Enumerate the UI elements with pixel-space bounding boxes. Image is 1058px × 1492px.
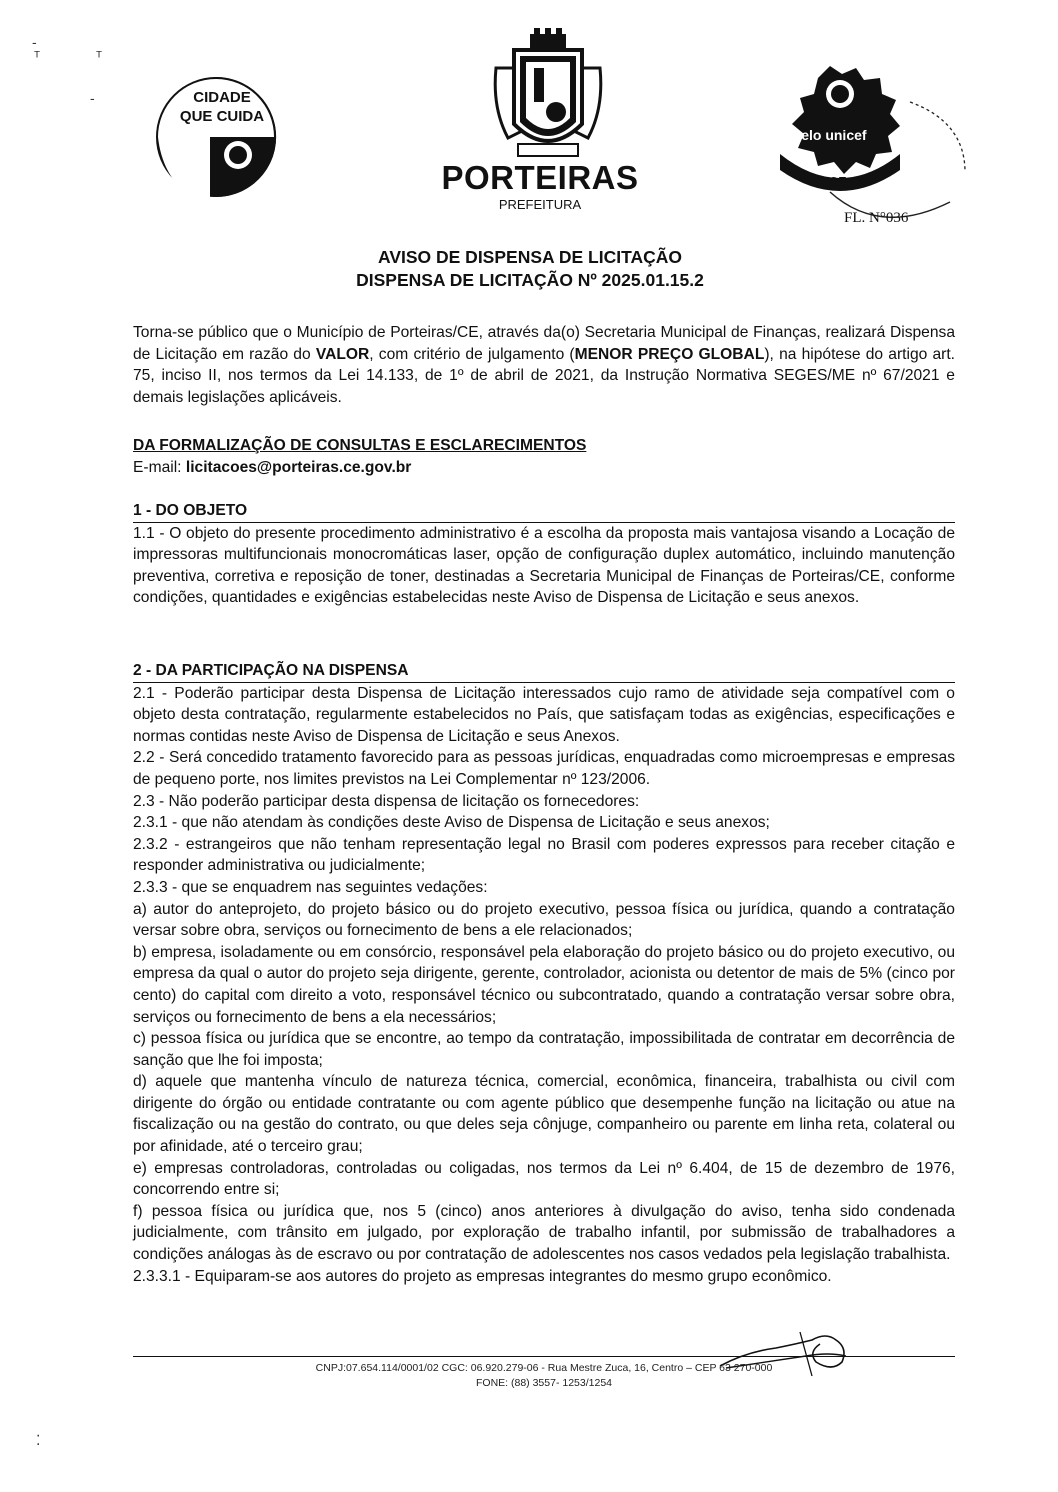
brand <box>440 160 640 213</box>
scan-mark: - <box>90 90 95 106</box>
objeto-heading: 1 - DO OBJETO <box>133 502 248 519</box>
selo-unicef-text: selo unicef <box>793 127 867 143</box>
participacao-item: c) pessoa física ou jurídica que se encontre, ao tempo da contratação, impossibilitada de contratar em decorrência de sanção que lhe foi imposta; <box>133 1030 955 1069</box>
intro-text-a: Torna-se público que o Município de Porteiras/CE, através da(o) Secretaria Municipal de Finanças, realizará Dispensa de Licitação em razão do <box>133 324 955 363</box>
participacao-item: 2.2 - Será concedido tratamento favorecido para as pessoas jurídicas, enquadradas como microempresas e empresas de pequeno porte, nos limites previstos na Lei Complementar nº 123/2006. <box>133 749 955 788</box>
participacao-item: a) autor do anteprojeto, do projeto básico ou do projeto executivo, pessoa física ou jurídica, quando a contratação versar sobre obra, serviços ou fornecimento de bens a ele relacionados; <box>133 900 955 940</box>
participacao-item: f) pessoa física ou jurídica que, nos 5 (cinco) anos anteriores à divulgação do aviso, tenha sido condenada judicialmente, com trânsito em julgado, por exploração de trabalho infantil, por submissão de trabalhadores a condições análogas às de escravo ou por contratação de adolescentes nos casos vedados pela legislação trabalhista. <box>133 1202 955 1264</box>
intro-paragraph <box>133 322 955 408</box>
scan-mark: ᵀ <box>96 48 103 64</box>
footer-line1: CNPJ:07.654.114/0001/02 CGC: 06.920.279-06 - Rua Mestre Zuca, 16, Centro – CEP 63 270-000 <box>315 1362 773 1374</box>
objeto-text: 1.1 - O objeto do presente procedimento administrativo é a escolha da proposta mais vantajosa visando a Locação de impressoras multifuncionais monocromáticas laser, opção de configuração duplex automático, incluindo manutenção preventiva, corretiva e reposição de toner, destinadas a Secretaria Municipal de Finanças de Porteiras/CE, conforme condições, quantidades e exigências estabelecidas neste Aviso de Dispensa de Licitação e seus anexos. <box>133 524 955 607</box>
porteiras-crest <box>488 28 608 168</box>
participacao-item: b) empresa, isoladamente ou em consórcio, responsável pela elaboração do projeto básico ou do projeto executivo, ou empresa da qual o autor do projeto seja dirigente, gerente, controlador, acionista ou detentor de mais de 5% (cinco por cento) do capital com direito a voto, responsável técnico ou subcontratado, quando a contratação versar sobre obra, serviços ou fornecimento de bens a ela necessários; <box>133 943 955 1026</box>
stamp-text: FL. N°036 <box>844 210 909 226</box>
participacao-item: 2.3.3 - que se enquadrem nas seguintes vedações: <box>133 878 488 896</box>
title-line1: AVISO DE DISPENSA DE LICITAÇÃO <box>377 247 682 267</box>
intro-text-c: , com critério de julgamento ( <box>369 345 575 363</box>
selo-number: 25 <box>829 175 847 192</box>
participacao-item: 2.1 - Poderão participar desta Dispensa de Licitação interessados cujo ramo de atividade seja compatível com o objeto desta contratação, regularmente estabelecidos no País, que satisfaçam todas as exigências, especificações e normas contidas neste Aviso de Dispensa de Licitação e seus Anexos. <box>133 684 955 745</box>
cidade-que-cuida-logo <box>150 75 282 197</box>
participacao-section <box>133 660 955 1287</box>
consultas-section <box>133 435 955 478</box>
email-link[interactable]: licitacoes@porteiras.ce.gov.br <box>185 458 412 476</box>
scan-mark: - <box>32 34 37 50</box>
participacao-heading: 2 - DA PARTICIPAÇÃO NA DISPENSA <box>133 662 409 679</box>
participacao-item: 2.3.2 - estrangeiros que não tenham representação legal no Brasil com poderes expressos para receber citação e responder administrativa ou judicialmente; <box>133 835 955 875</box>
objeto-section <box>133 500 955 609</box>
consultas-heading: DA FORMALIZAÇÃO DE CONSULTAS E ESCLARECIMENTOS <box>133 437 587 454</box>
scan-mark: ⁚ <box>36 1432 41 1448</box>
participacao-item: 2.3.3.1 - Equiparam-se aos autores do projeto as empresas integrantes do mesmo grupo econômico. <box>133 1267 832 1285</box>
footer <box>133 1361 955 1391</box>
scan-mark: ᵀ <box>34 48 41 64</box>
email-label: E-mail: <box>133 458 186 476</box>
footer-line2: FONE: (88) 3557- 1253/1254 <box>476 1377 612 1389</box>
document-titles <box>200 246 860 292</box>
brand-subtitle: PREFEITURA <box>498 197 582 212</box>
intro-bold-valor: VALOR <box>315 345 370 363</box>
intro-text-e: ), na hipótese do artigo art. 75, inciso II, nos termos da Lei 14.133, de 1º de abril de 2021, da Instrução Normativa SEGES/ME nº 67/2021 e demais legislações aplicáveis. <box>133 345 956 406</box>
logo-left-line1: CIDADE <box>193 89 251 106</box>
intro-bold-criterio: MENOR PREÇO GLOBAL <box>574 345 765 363</box>
footer-divider <box>133 1356 955 1357</box>
participacao-item: e) empresas controladoras, controladas ou coligadas, nos termos da Lei nº 6.404, de 15 de dezembro de 1976, concorrendo entre si; <box>133 1159 955 1199</box>
participacao-item: 2.3 - Não poderão participar desta dispensa de licitação os fornecedores: <box>133 792 640 810</box>
participacao-item: 2.3.1 - que não atendam às condições deste Aviso de Dispensa de Licitação e seus anexos; <box>133 814 770 832</box>
logo-left-line2: QUE CUIDA <box>179 108 265 125</box>
participacao-item: d) aquele que mantenha vínculo de natureza técnica, comercial, econômica, financeira, trabalhista ou civil com dirigente do órgão ou entidade contratante ou com agente público que desempenhe função na licitação ou atue na fiscalização ou na gestão do contrato, ou que deles seja cônjuge, companheiro ou parente em linha reta, colateral ou por afinidade, até o terceiro grau; <box>133 1073 955 1156</box>
brand-name: PORTEIRAS <box>441 159 639 196</box>
selo-unicef-logo <box>760 62 975 242</box>
title-line2: DISPENSA DE LICITAÇÃO Nº 2025.01.15.2 <box>356 270 704 290</box>
